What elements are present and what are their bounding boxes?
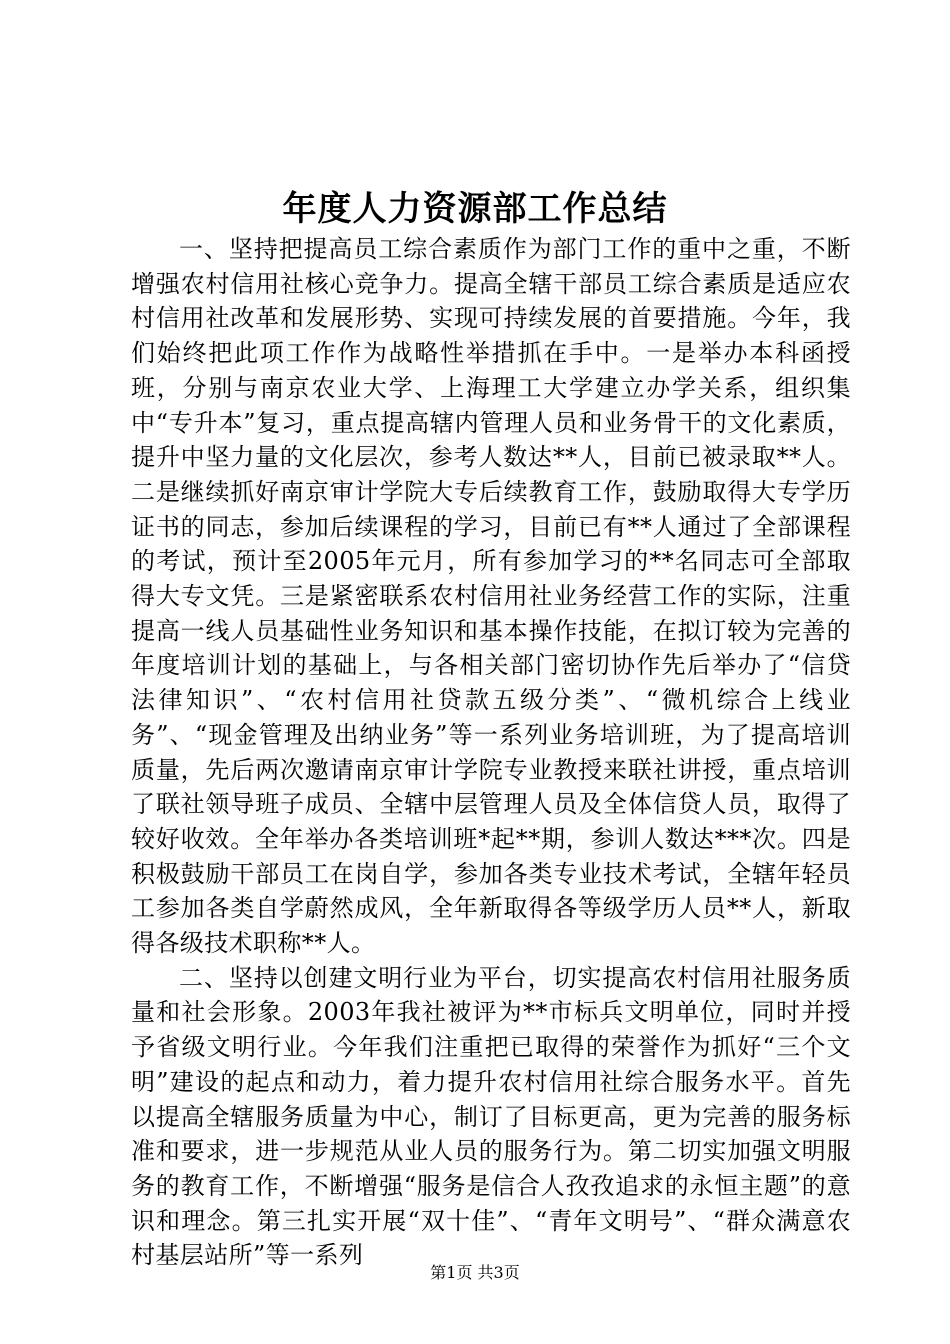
- document-title: 年度人力资源部工作总结: [282, 189, 668, 229]
- page-number-footer: 第1页 共3页: [430, 1263, 520, 1282]
- paragraph-2: 二、坚持以创建文明行业为平台，切实提高农村信用社服务质量和社会形象。2003年我社被评为**市标兵文明单位，同时并授予省级文明行业。今年我们注重把已取得的荣誉作为抓好“三个文明”建设的起点和动力，着力提升农村信用社综合服务水平。首先以提高全辖服务质量为中心，制订了目标更高，更为完善的服务标准和要求，进一步规范从业人员的服务行为。第二切实加强文明服务的教育工作，不断增强“服务是信合人孜孜追求的永恒主题”的意识和理念。第三扎实开展“双十佳”、“青年文明号”、“群众满意农村基层站所”等一系列: [131, 963, 851, 1270]
- paragraph-1: 一、坚持把提高员工综合素质作为部门工作的重中之重，不断增强农村信用社核心竞争力。提高全辖干部员工综合素质是适应农村信用社改革和发展形势、实现可持续发展的首要措施。今年，我们始终把此项工作作为战略性举措抓在手中。一是举办本科函授班，分别与南京农业大学、上海理工大学建立办学关系，组织集中“专升本”复习，重点提高辖内管理人员和业务骨干的文化素质，提升中坚力量的文化层次，参考人数达**人，目前已被录取**人。二是继续抓好南京审计学院大专后续教育工作，鼓励取得大专学历证书的同志，参加后续课程的学习，目前已有**人通过了全部课程的考试，预计至2005年元月，所有参加学习的**名同志可全部取得大专文凭。三是紧密联系农村信用社业务经营工作的实际，注重提高一线人员基础性业务知识和基本操作技能，在拟订较为完善的年度培训计划的基础上，与各相关部门密切协作先后举办了“信贷法律知识”、“农村信用社贷款五级分类”、“微机综合上线业务”、“现金管理及出纳业务”等一系列业务培训班，为了提高培训质量，先后两次邀请南京审计学院专业教授来联社讲授，重点培训了联社领导班子成员、全辖中层管理人员及全体信贷人员，取得了较好收效。全年举办各类培训班*起**期，参训人数达***次。四是积极鼓励干部员工在岗自学，参加各类专业技术考试，全辖年轻员工参加各类自学蔚然成风，全年新取得各等级学历人员**人，新取得各级技术职称**人。: [131, 235, 851, 958]
- document-body: [131, 232, 851, 1273]
